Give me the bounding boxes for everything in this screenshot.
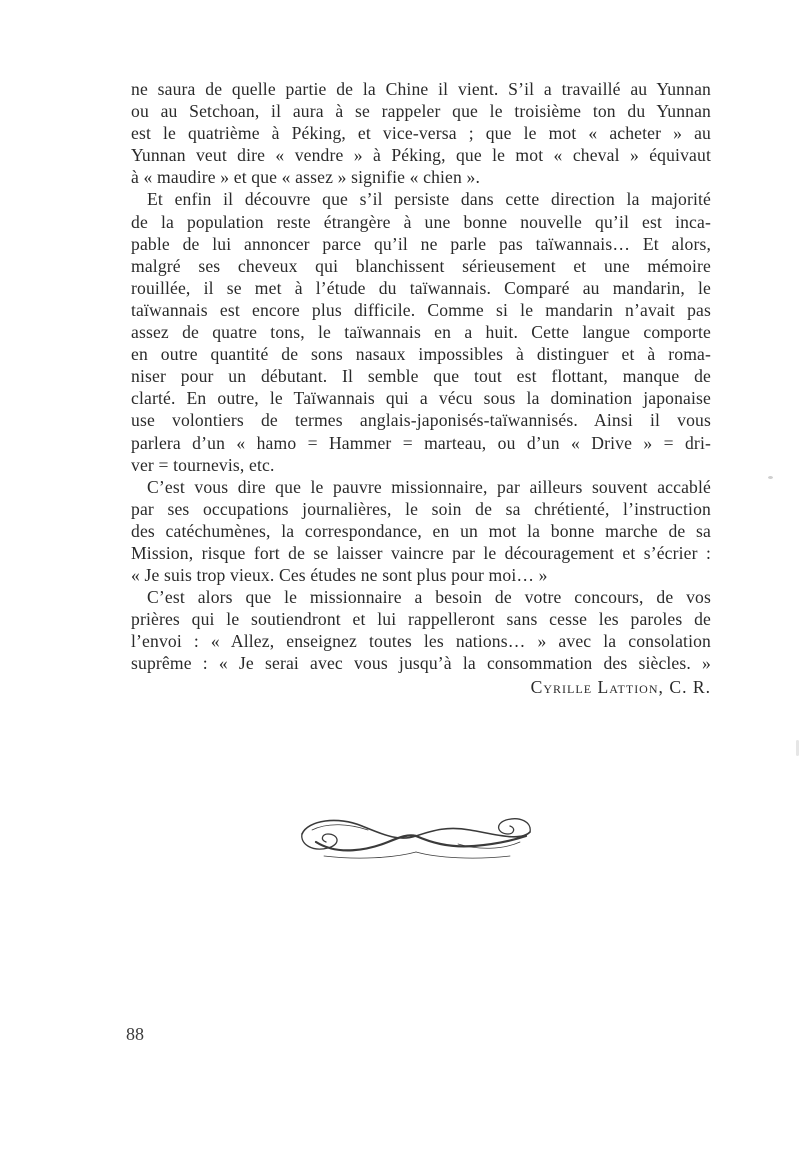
text-line: rouillée, il se met à l’étude du taïwannais. Comparé au mandarin, le [131, 277, 711, 298]
text-line: pable de lui annoncer parce qu’il ne parle pas taïwannais… Et alors, [131, 233, 711, 254]
author-signature [531, 677, 711, 698]
text-line: niser pour un débutant. Il semble que tout est flottant, manque de [131, 366, 711, 387]
text-line: suprême : « Je serai avec vous jusqu’à la consommation des siècles. » [131, 653, 711, 674]
paper-speck [768, 476, 773, 479]
paragraph [131, 188, 711, 475]
text-line: prières qui le soutiendront et lui rappelleront sans cesse les paroles de [131, 609, 711, 630]
body-text [131, 78, 711, 675]
author-suffix: , C. R. [658, 677, 711, 697]
text-line: C’est vous dire que le pauvre missionnaire, par ailleurs souvent accablé [147, 476, 711, 497]
text-line: taïwannais est encore plus difficile. Comme si le mandarin n’avait pas [131, 299, 711, 320]
text-line: malgré ses cheveux qui blanchissent sérieusement et une mémoire [131, 255, 711, 276]
paragraph [131, 476, 711, 586]
text-line: Et enfin il découvre que s’il persiste dans cette direction la majorité [147, 189, 711, 210]
text-line: ou au Setchoan, il aura à se rappeler que le troisième ton du Yunnan [131, 101, 711, 122]
text-line: clarté. En outre, le Taïwannais qui a vécu sous la domination japonaise [131, 388, 711, 409]
paragraph [131, 78, 711, 188]
text-line: ver = tournevis, etc. [131, 454, 275, 475]
text-line: parlera d’un « hamo = Hammer = marteau, ou d’un « Drive » = dri- [131, 432, 711, 453]
paper-speck [796, 740, 799, 756]
text-line: l’envoi : « Allez, enseignez toutes les nations… » avec la consolation [131, 631, 711, 652]
text-line: par ses occupations journalières, le soin de sa chrétienté, l’instruction [131, 498, 711, 519]
scroll-flourish-icon [298, 812, 534, 862]
text-line: en outre quantité de sons nasaux impossibles à distinguer et à roma- [131, 344, 711, 365]
text-line: ne saura de quelle partie de la Chine il vient. S’il a travaillé au Yunnan [131, 79, 711, 99]
text-line: C’est alors que le missionnaire a besoin de votre concours, de vos [147, 587, 711, 608]
text-line: Mission, risque fort de se laisser vaincre par le découragement et s’écrier : [131, 542, 711, 563]
text-line: est le quatrième à Péking, et vice-versa ; que le mot « acheter » au [131, 123, 711, 144]
text-line: « Je suis trop vieux. Ces études ne sont plus pour moi… » [131, 565, 548, 586]
text-line: de la population reste étrangère à une bonne nouvelle qu’il est inca- [131, 211, 711, 232]
text-line: use volontiers de termes anglais-japonisés-taïwannisés. Ainsi il vous [131, 410, 711, 431]
author-name: Cyrille Lattion [530, 677, 659, 697]
page-number: 88 [126, 1024, 144, 1044]
text-line: assez de quatre tons, le taïwannais en a huit. Cette langue comporte [131, 322, 711, 343]
text-line: à « maudire » et que « assez » signifie « chien ». [131, 167, 481, 188]
paragraph [131, 586, 711, 674]
text-line: des catéchumènes, la correspondance, en un mot la bonne marche de sa [131, 520, 711, 541]
text-line: Yunnan veut dire « vendre » à Péking, que le mot « cheval » équivaut [131, 145, 711, 166]
